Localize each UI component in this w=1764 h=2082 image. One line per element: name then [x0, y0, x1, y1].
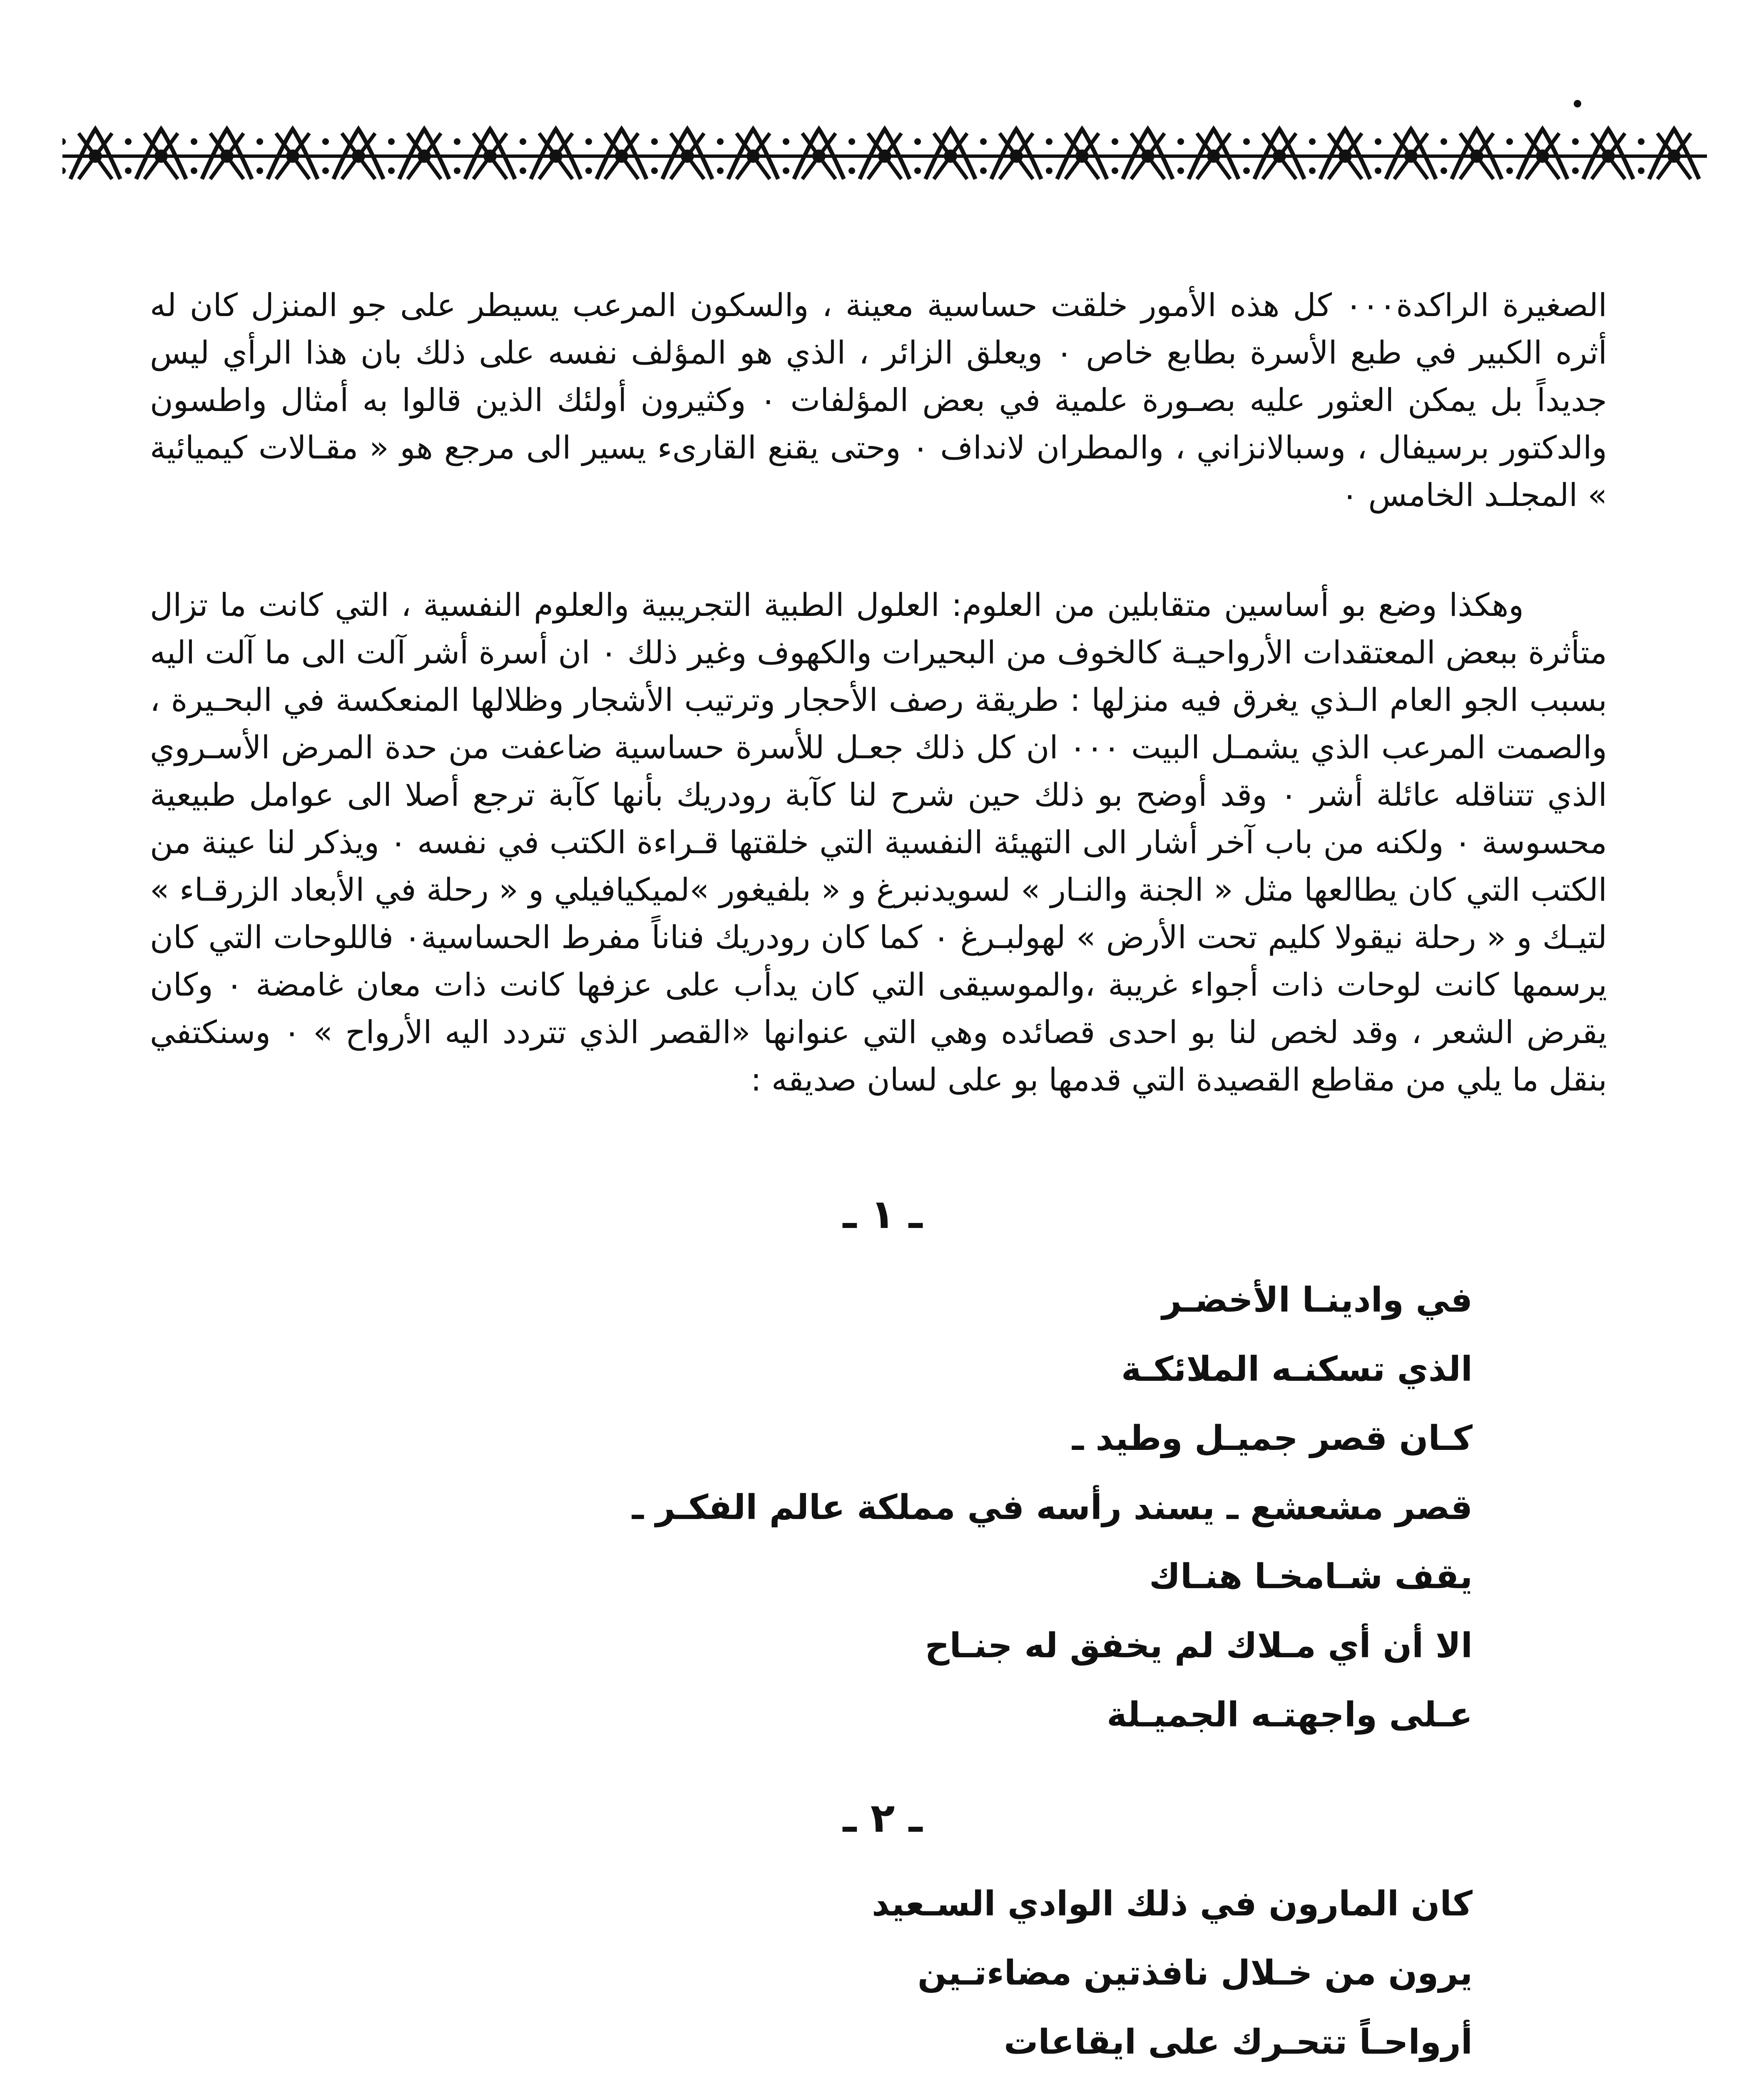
ink-dot: [1574, 100, 1581, 107]
verse-line: قصر مشعشع ـ يسند رأسه في مملكة عالم الفكـر ـ: [632, 1488, 1473, 1527]
stanza-2-number: ـ ٢ ـ: [843, 1795, 923, 1841]
verse-line: أرواحـاً تتحـرك على ايقاعات: [1004, 2022, 1473, 2062]
verse-line: في وادينـا الأخضـر: [1162, 1280, 1473, 1320]
verse-line: عـلى واجهتـه الجميـلة: [1107, 1695, 1473, 1735]
stanza-1-number: ـ ١ ـ: [843, 1191, 923, 1238]
ornament-pattern-icon: [62, 125, 1707, 187]
verse-line: كـان قصر جميـل وطيد ـ: [1072, 1419, 1473, 1458]
verse-line: يرون من خـلال نافذتين مضاءتـين: [917, 1953, 1473, 1993]
verse-line: الا أن أي مـلاك لم يخفق له جنـاح: [925, 1626, 1473, 1666]
paragraph-2: وهكذا وضع بو أساسين متقابلين من العلوم: العلول الطبية التجريبية والعلوم النفسية ، التي كانت ما تزال متأثرة ببعض المعتقدات الأرواحيـة كالخوف من البحيرات والكهوف وغير ذلك ٠ ان أسرة أشر آلت الى ما آلت اليه بسبب الجو العام الـذي يغرق فيه منزلها : طريقة رصف الأحجار وترتيب الأشجار وظلالها المنعكسة في البحـيرة ، والصمت المرعب الذي يشمـل البيت ٠٠٠ ان كل ذلك جعـل للأسرة حساسية ضاعفت من حدة المرض الأسـروي الذي تتناقله عائلة أشر ٠ وقد أوضح بو ذلك حين شرح لنا كآبة رودريك بأنها كآبة ترجع أصلا الى عوامل طبيعية محسوسة ٠ ولكنه من باب آخر أشار الى التهيئة النفسية التي خلقتها قـراءة الكتب في نفسه ٠ ويذكر لنا عينة من الكتب التي كان يطالعها مثل « الجنة والنـار » لسويدنبرغ و « بلفيغور »لميكيافيلي و « رحلة في الأبعاد الزرقـاء » لتيـك و « رحلة نيقولا كليم تحت الأرض » لهولبـرغ ٠ كما كان رودريك فناناً مفرط الحساسية٠ فاللوحات التي كان يرسمها كانت لوحات ذات أجواء غريبة ،والموسيقى التي كان يدأب على عزفها كانت ذات معان غامضة ٠ وكان يقرض الشعر ، وقد لخص لنا بو احدى قصائده وهي التي عنوانها «القصر الذي تتردد اليه الأرواح » ٠ وسنكتفي بنقل ما يلي من مقاطع القصيدة التي قدمها بو على لسان صديقه :: [150, 586, 1607, 1098]
stanza-2: [737, 1870, 1473, 2082]
verse-line: الذي تسكنـه الملائكـة: [1121, 1350, 1473, 1389]
verse-line: يقف شـامخـا هنـاك: [1149, 1557, 1473, 1596]
stanza-1: [632, 1266, 1473, 1750]
paragraph-1: الصغيرة الراكدة٠٠٠ كل هذه الأمور خلقت حساسية معينة ، والسكون المرعب يسيطر على جو المنزل كان له أثره الكبير في طبع الأسرة بطابع خاص ٠ ويعلق الزائر ، الذي هو المؤلف نفسه على ذلك بان هذا الرأي ليس جديداً بل يمكن العثور عليه بصـورة علمية في بعض المؤلفات ٠ وكثيرون أولئك الذين قالوا به أمثال واطسون والدكتور برسيفال ، وسبالانزاني ، والمطران لانداف ٠ وحتى يقنع القارىء يسير الى مرجع هو « مقـالات كيميائية » المجلـد الخامس ٠: [150, 286, 1607, 513]
decorative-header-border: [62, 125, 1707, 187]
verse-line: كان المارون في ذلك الوادي السـعيد: [871, 1884, 1473, 1924]
verse-line: [737, 2077, 1473, 2082]
